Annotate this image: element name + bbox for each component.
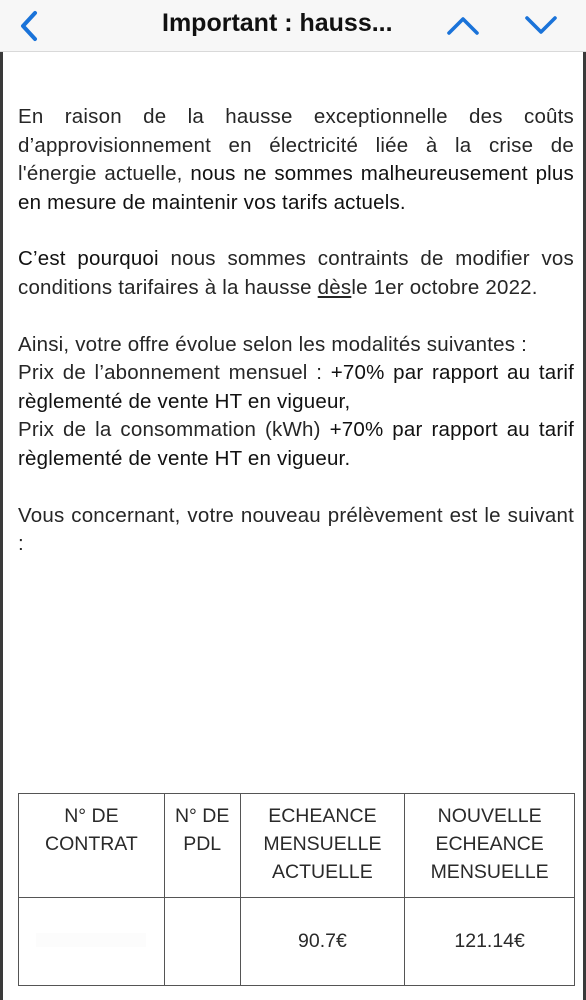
consumption-price-value: +70% par rapport au tarif règlementé de vente HT en vigueur. bbox=[18, 418, 574, 470]
message-body bbox=[18, 103, 574, 559]
chevron-down-icon[interactable] bbox=[522, 10, 560, 40]
subscription-price-label: Prix de l’abonnement mensuel : bbox=[18, 361, 323, 385]
cell-contract-number bbox=[19, 898, 165, 986]
header-pdl-number: N° DE PDL bbox=[164, 794, 240, 898]
paragraph-text-emphasis: nous ne sommes malheureusement plus en mesure de maintenir vos tarifs actuels. bbox=[18, 162, 574, 214]
table-header-row bbox=[19, 794, 575, 898]
paragraph-text: nous sommes contraints de modifier vos conditions tarifaires à la hausse bbox=[18, 247, 574, 299]
paragraph-tariff-change bbox=[18, 245, 574, 302]
paragraph-price-increase bbox=[18, 103, 574, 217]
chevron-left-icon[interactable] bbox=[14, 8, 44, 44]
cell-current-monthly: 90.7€ bbox=[240, 898, 405, 986]
billing-table bbox=[18, 793, 575, 987]
table-row bbox=[19, 898, 575, 986]
date-prefix: dès bbox=[317, 275, 352, 299]
paragraph-new-debit: Vous concernant, votre nouveau prélèvement est le suivant : bbox=[18, 503, 574, 556]
effective-date: le 1er octobre 2022. bbox=[351, 275, 538, 299]
header-new-monthly: NOUVELLE ECHEANCE MENSUELLE bbox=[405, 794, 575, 898]
consumption-price-label: Prix de la consommation (kWh) bbox=[18, 418, 321, 442]
redacted-value bbox=[36, 933, 146, 947]
cell-pdl-number bbox=[164, 898, 240, 986]
chevron-up-icon[interactable] bbox=[444, 10, 482, 40]
cell-new-monthly: 121.14€ bbox=[405, 898, 575, 986]
message-header bbox=[0, 0, 586, 52]
paragraph-modalities bbox=[18, 331, 574, 474]
message-title: Important : hauss... bbox=[162, 9, 393, 37]
paragraph-text-emphasis: C’est pourquoi bbox=[18, 247, 159, 271]
header-current-monthly: ECHEANCE MENSUELLE ACTUELLE bbox=[240, 794, 405, 898]
subscription-price-value: +70% par rapport au tarif règlementé de vente HT en vigueur, bbox=[18, 361, 574, 413]
modalities-intro: Ainsi, votre offre évolue selon les modalités suivantes : bbox=[18, 332, 527, 356]
header-contract-number: N° DE CONTRAT bbox=[19, 794, 165, 898]
paragraph-text: En raison de la hausse exceptionnelle des coûts d’approvisionnement en électricité liée à la crise de l'énergie actuelle, bbox=[18, 105, 574, 186]
